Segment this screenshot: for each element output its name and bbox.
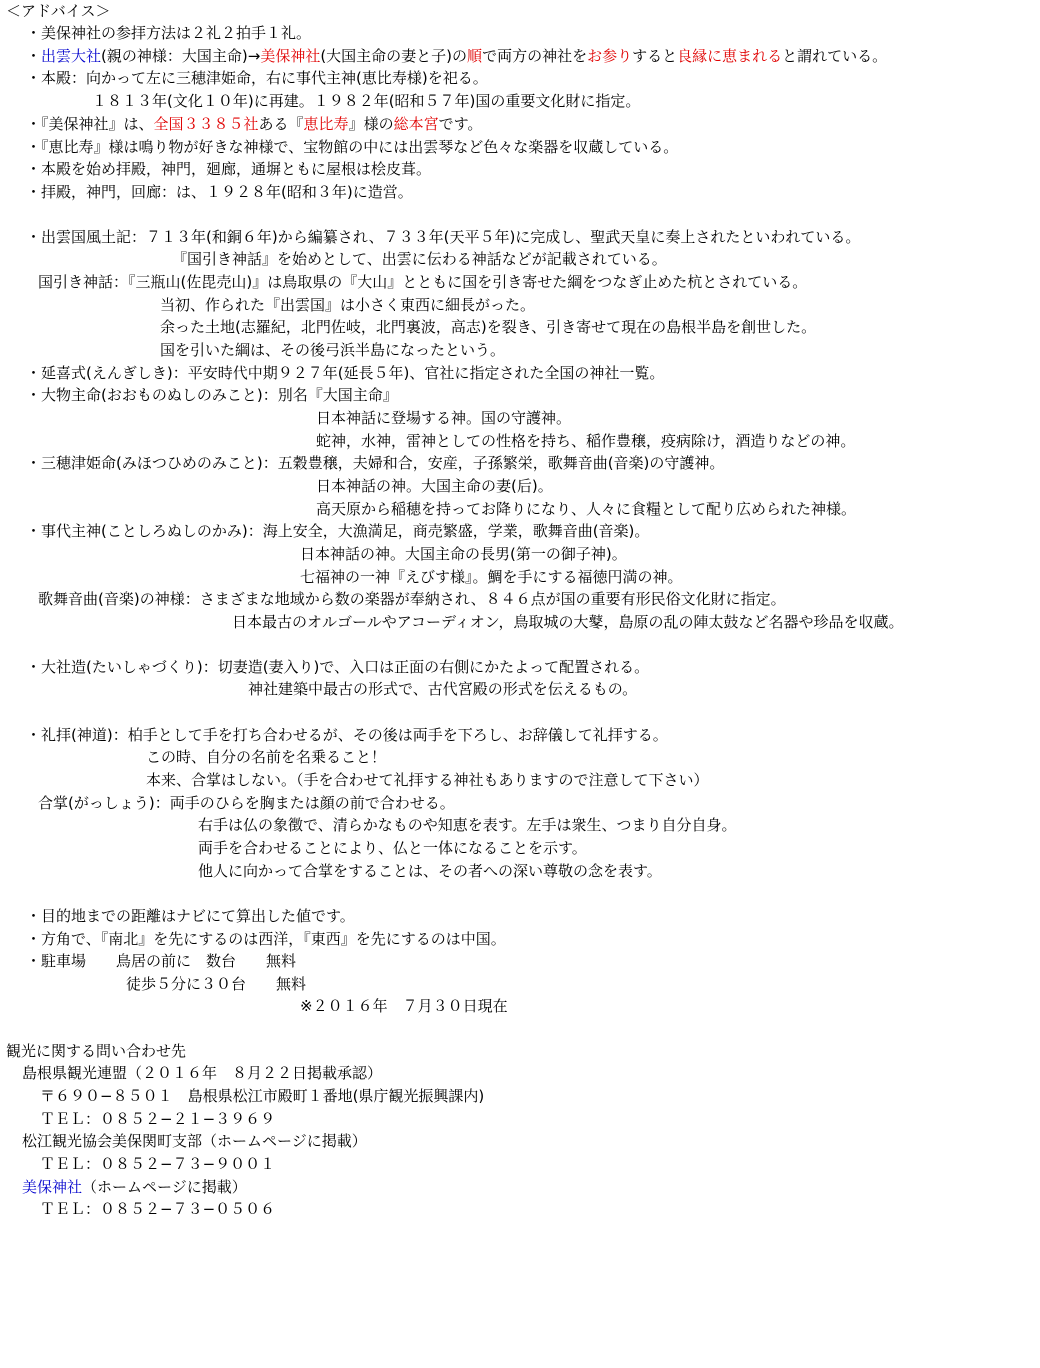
text-line: ・出雲国風土記：７１３年(和銅６年)から編纂され、７３３年(天平５年)に完成し、聖武天皇に奏上されたといわれている。 [26, 228, 861, 246]
text-line [22, 1176, 247, 1198]
text-line: 日本神話の神。大国主命の妻(后)。 [316, 477, 553, 495]
highlight-text: 全国３３８５社 [153, 115, 259, 133]
text-line: 本来、合掌はしない。（手を合わせて礼拝する神社もありますので注意して下さい） [146, 771, 709, 789]
text-segment: と謂れている。 [782, 47, 888, 65]
highlight-text: 美保神社 [260, 47, 321, 65]
text-line: ※２０１６年 ７月３０日現在 [300, 997, 508, 1015]
text-line: 日本神話の神。大国主命の長男(第一の御子神)。 [300, 545, 627, 563]
text-line: 高天原から稲穂を持ってお降りになり、人々に食糧として配り広められた神様。 [316, 500, 857, 518]
text-line: 徒歩５分に３０台 無料 [126, 975, 307, 993]
text-line [26, 113, 482, 135]
text-line: ・延喜式(えんぎしき)：平安時代中期９２７年(延長５年)、官社に指定された全国の神社一覧。 [26, 364, 665, 382]
highlight-text: 良縁に恵まれる [677, 47, 783, 65]
text-line: ・大社造(たいしゃづくり)：切妻造(妻入り)で、入口は正面の右側にかたよって配置される。 [26, 658, 650, 676]
text-segment: 』様の [348, 115, 394, 133]
text-line: ・『恵比寿』様は鳴り物が好きな神様で、宝物館の中には出雲琴など色々な楽器を収蔵している。 [26, 138, 679, 156]
text-line: ・事代主神(ことしろぬしのかみ)：海上安全，大漁満足，商売繁盛，学業，歌舞音曲(音楽)。 [26, 522, 650, 540]
highlight-text: お参り [587, 47, 633, 65]
text-line: 日本神話に登場する神。国の守護神。 [316, 409, 572, 427]
text-line: 神社建築中最古の形式で、古代宮殿の形式を伝えるもの。 [248, 680, 638, 698]
text-line: ・美保神社の参拝方法は２礼２拍手１礼。 [26, 24, 312, 42]
text-segment: ある『 [258, 115, 304, 133]
text-line: ・本殿を始め拝殿，神門，廻廊，通塀ともに屋根は桧皮葺。 [26, 160, 432, 178]
text-segment: (大国主命の妻と子)の [320, 47, 468, 65]
text-line: ・方角で、『南北』を先にするのは西洋，『東西』を先にするのは中国。 [26, 930, 506, 948]
highlight-text: 美保神社 [22, 1178, 83, 1196]
text-segment: ・ [26, 47, 42, 65]
text-segment: で両方の神社を [482, 47, 588, 65]
text-line: 国引き神話：『三瓶山(佐毘売山)』は鳥取県の『大山』とともに国を引き寄せた綱をつなぎ止めた杭とされている。 [38, 273, 808, 291]
text-line: 国を引いた綱は、その後弓浜半島になったという。 [160, 341, 506, 359]
text-line: 蛇神，水神，雷神としての性格を持ち、稲作豊穣，疫病除け，酒造りなどの神。 [316, 432, 856, 450]
text-line: 〒６９０−８５０１ 島根県松江市殿町１番地(県庁観光振興課内) [40, 1087, 485, 1105]
text-segment: です。 [438, 115, 483, 133]
text-segment: ・『美保神社』は、 [26, 115, 154, 133]
text-line: 右手は仏の象徴で、清らかなものや知恵を表す。左手は衆生、つまり自分自身。 [198, 816, 737, 834]
text-segment: (親の神様：大国主命)→ [101, 47, 261, 65]
text-line: ・目的地までの距離はナビにて算出した値です。 [26, 907, 355, 925]
text-line: ＴＥＬ：０８５２−７３−０５０６ [40, 1200, 276, 1218]
text-segment: すると [632, 47, 678, 65]
text-line: ・大物主命(おおものぬしのみこと)：別名『大国主命』 [26, 386, 398, 404]
highlight-text: 恵比寿 [303, 115, 349, 133]
text-line: 当初、作られた『出雲国』は小さく東西に細長がった。 [160, 296, 536, 314]
text-line: 合掌(がっしょう)：両手のひらを胸または顔の前で合わせる。 [38, 794, 455, 812]
text-line: ・拝殿，神門，回廊：は、１９２８年(昭和３年)に造営。 [26, 183, 413, 201]
text-line: 両手を合わせることにより、仏と一体になることを示す。 [198, 839, 587, 857]
text-line: ＜アドバイス＞ [6, 2, 111, 20]
text-line: 歌舞音曲(音楽)の神様：さまざまな地域から数の楽器が奉納され、８４６点が国の重要有形民俗文化財に指定。 [38, 590, 786, 608]
text-line: この時、自分の名前を名乗ること！ [146, 748, 387, 766]
highlight-text: 総本宮 [393, 115, 439, 133]
text-line: ・駐車場 鳥居の前に 数台 無料 [26, 952, 297, 970]
text-line: ＴＥＬ：０８５２−２１−３９６９ [40, 1110, 276, 1128]
text-line: 松江観光協会美保関町支部（ホームページに掲載） [22, 1132, 367, 1150]
text-line: ・本殿：向かって左に三穂津姫命，右に事代主神(恵比寿様)を祀る。 [26, 69, 488, 87]
text-line: 『国引き神話』を始めとして、出雲に伝わる神話などが記載されている。 [172, 250, 667, 268]
text-line [26, 45, 887, 67]
text-line: １８１３年(文化１０年)に再建。１９８２年(昭和５７年)国の重要文化財に指定。 [92, 92, 641, 110]
text-line: 島根県観光連盟（２０１６年 ８月２２日掲載承認） [22, 1064, 383, 1082]
text-line: ・三穂津姫命(みほつひめのみこと)：五穀豊穣，夫婦和合，安産，子孫繁栄，歌舞音曲(音楽)の守護神。 [26, 454, 725, 472]
text-line: 七福神の一神『えびす様』。鯛を手にする福徳円満の神。 [300, 568, 683, 586]
highlight-text: 出雲大社 [41, 47, 102, 65]
text-line: ＴＥＬ：０８５２−７３−９００１ [40, 1155, 276, 1173]
text-segment: （ホームページに掲載） [82, 1178, 247, 1196]
text-line: ・礼拝(神道)：柏手として手を打ち合わせるが、その後は両手を下ろし、お辞儀して礼拝する。 [26, 726, 668, 744]
text-line: 観光に関する問い合わせ先 [6, 1042, 187, 1060]
text-line: 日本最古のオルゴールやアコーディオン，鳥取城の大鼕，島原の乱の陣太鼓など名器や珍品を収蔵。 [232, 613, 904, 631]
text-line: 余った土地(志羅紀，北門佐岐，北門裏波，高志)を裂き、引き寄せて現在の島根半島を創世した。 [160, 318, 817, 336]
text-line: 他人に向かって合掌をすることは、その者への深い尊敬の念を表す。 [198, 862, 662, 880]
highlight-text: 順 [467, 47, 483, 65]
